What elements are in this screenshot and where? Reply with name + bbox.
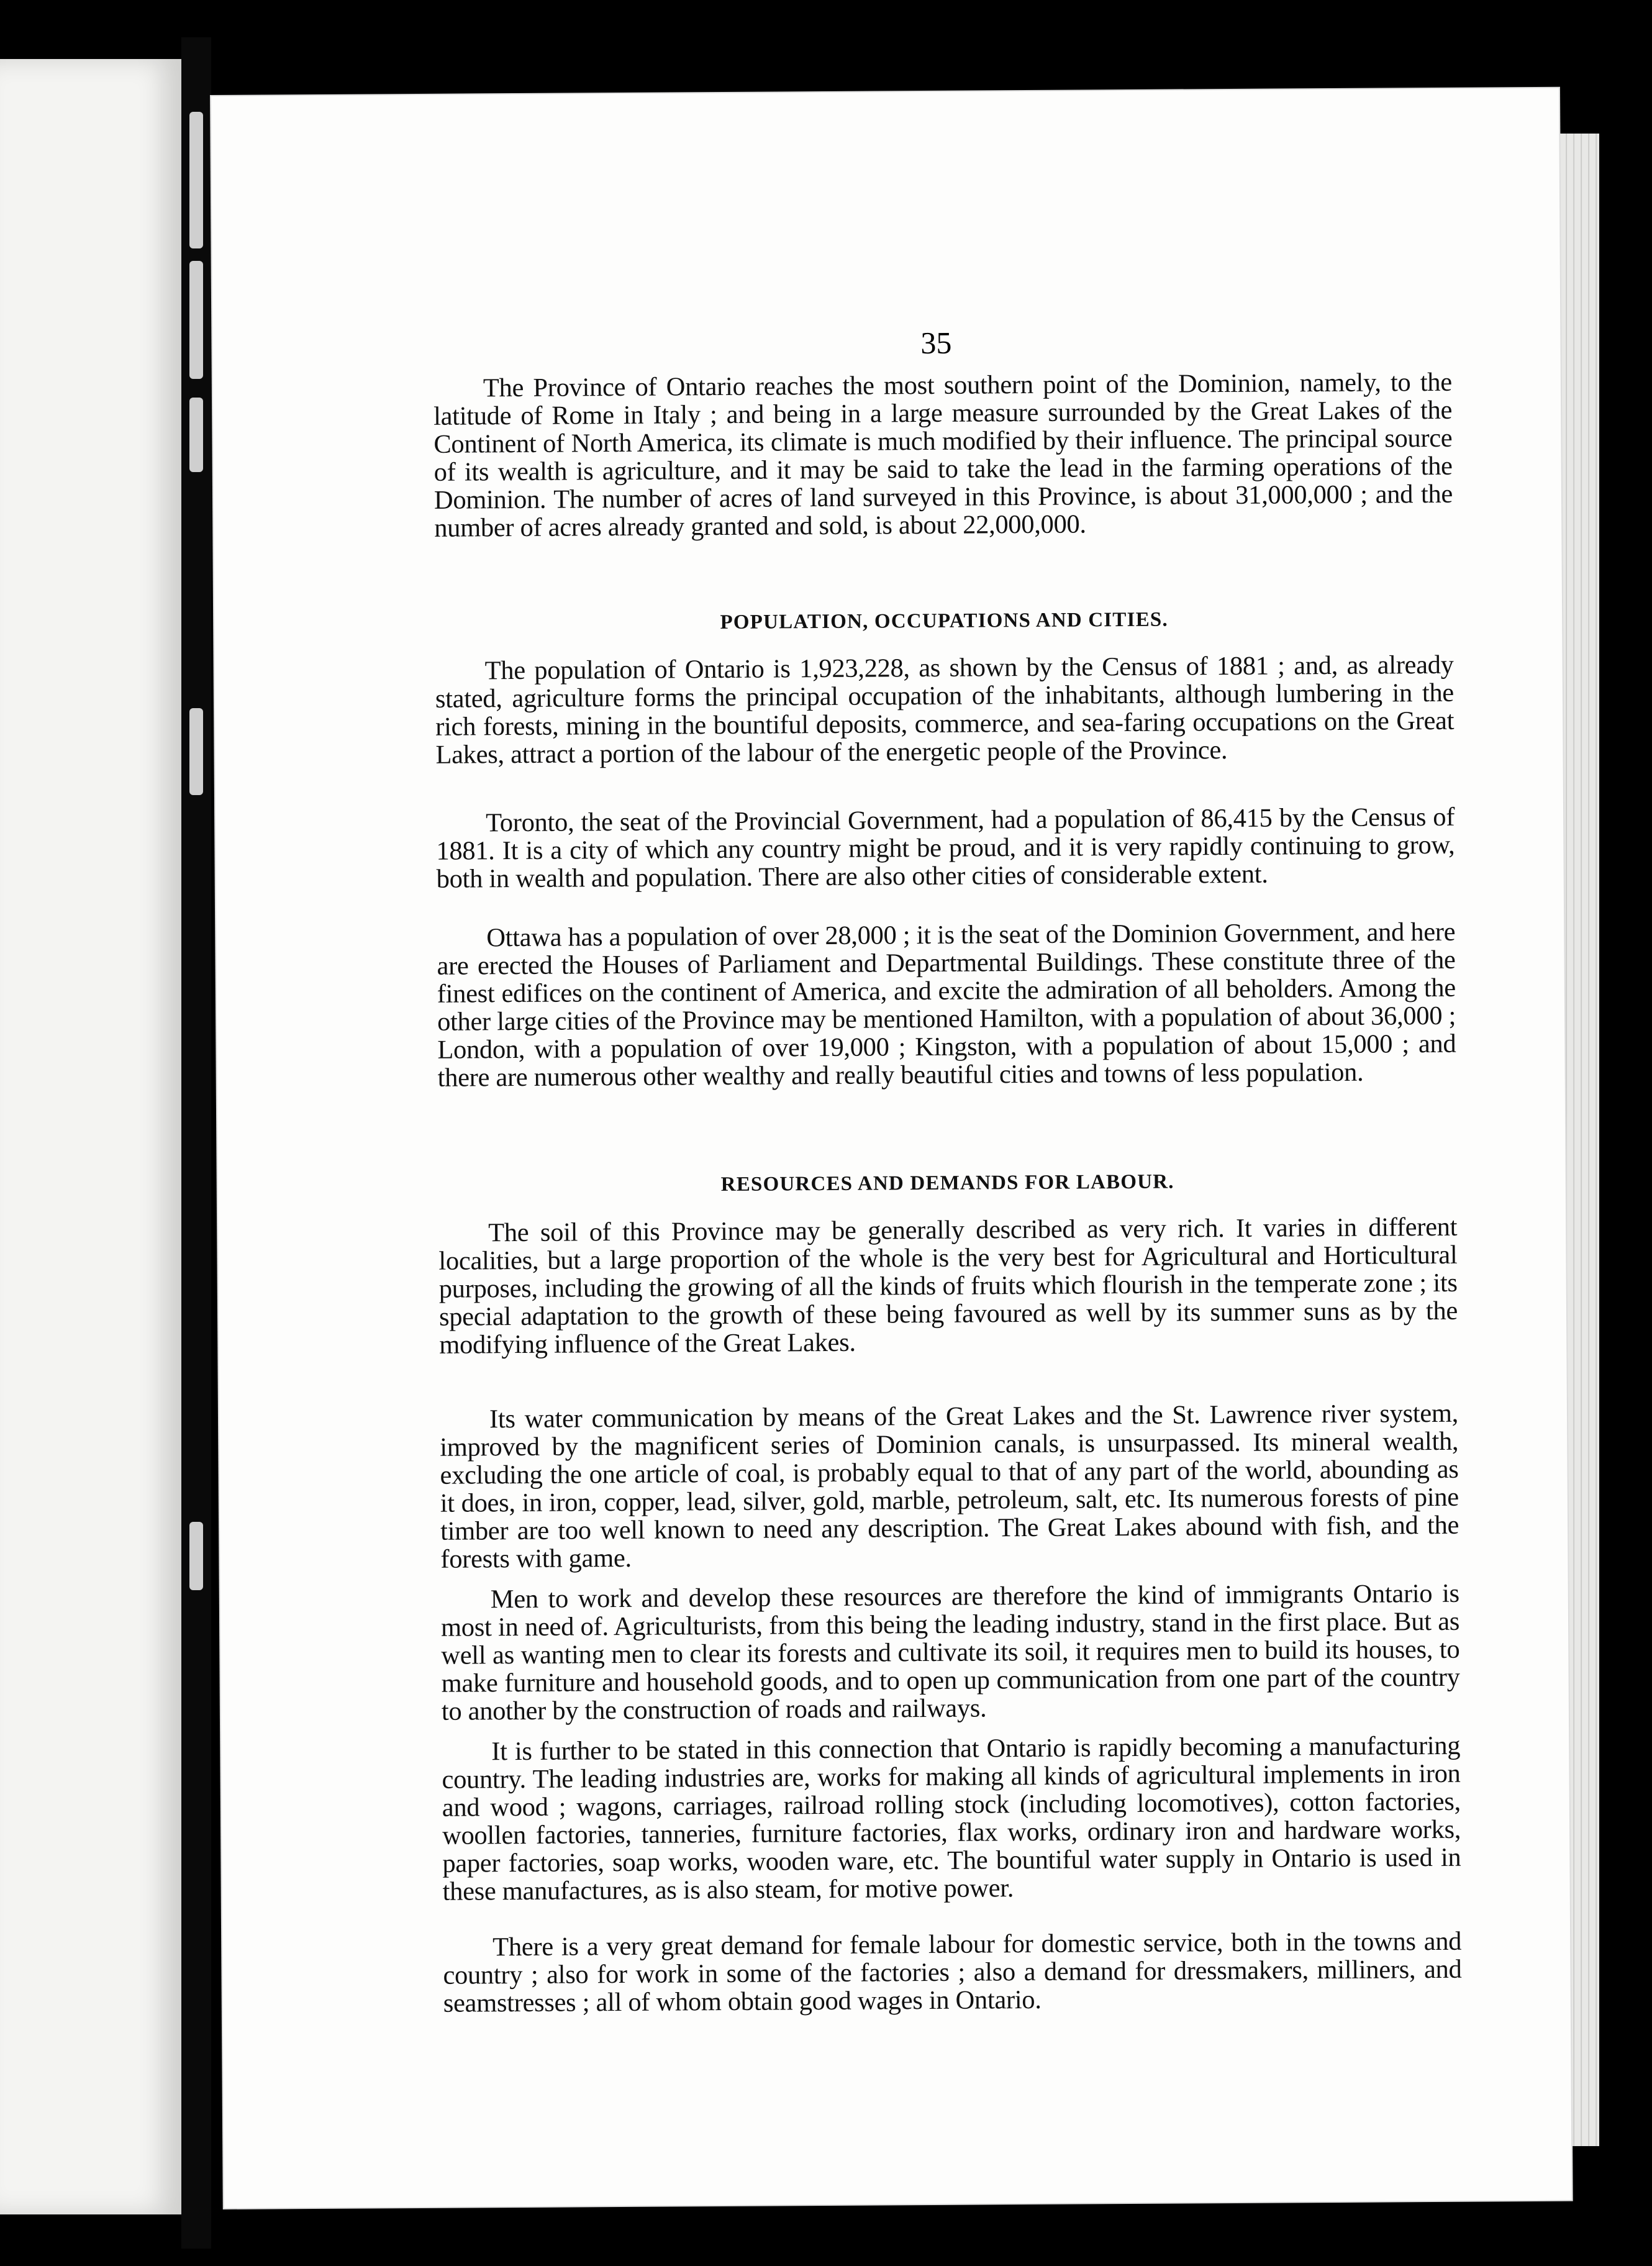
binding-thread (189, 708, 203, 795)
population-paragraph: The population of Ontario is 1,923,228, as shown by the Census of 1881 ; and, as already stated, agriculture forms the principal occupation of the inhabitants, although lumbering in the rich forests, mining in the bountiful deposits, commerce, and sea-faring occupations on the Great Lakes, attract a portion of the labour of the energetic people of the Province. (435, 650, 1455, 770)
binding-thread (189, 112, 203, 248)
binding-thread (189, 1522, 203, 1590)
resources-heading: RESOURCES AND DEMANDS FOR LABOUR. (720, 1170, 1174, 1196)
book-page (211, 88, 1572, 2208)
manufacturing-paragraph: It is further to be stated in this connection that Ontario is rapidly becoming a manufacturing country. The leading industries are, works for making all kinds of agricultural implements in iron and wood ; wagons, carriages, railroad rolling stock (including locomotives), cotton factories, woollen factories, tanneries, furniture factories, flax works, ordinary iron and hardware works, paper factories, soap works, wooden ware, etc. The bountiful water supply in Ontario is used in these manufactures, as is also steam, for motive power. (442, 1731, 1461, 1906)
facing-blank-page (0, 59, 181, 2214)
binding-thread (189, 398, 203, 472)
water-paragraph: Its water communication by means of the Great Lakes and the St. Lawrence river system, improved by the magnificent series of Dominion canals, is unsurpassed. Its mineral wealth, excluding the one article of coal, is probably equal to that of any part of the world, abounding as it does, in iron, copper, lead, silver, gold, marble, petroleum, salt, etc. Its numerous forests of pine timber are too well known to need any description. The Great Lakes abound with fish, and the forests with game. (440, 1398, 1459, 1574)
page-number: 35 (920, 325, 952, 361)
toronto-paragraph: Toronto, the seat of the Provincial Government, had a population of 86,415 by the Census of 1881. It is a city of which any country might be proud, and it is very rapidly continuing to grow, both in wealth and population. There are also other cities of considerable extent. (436, 802, 1455, 894)
immigrants-paragraph: Men to work and develop these resources are therefore the kind of immigrants Ontario is most in need of. Agriculturists, from this being the leading industry, stand in the first place. But as well as wanting men to clear its forests and cultivate its soil, it requires men to build its houses, to make furniture and household goods, and to open up communication from one part of the country to another by the construction of roads and railways. (440, 1578, 1460, 1726)
binding-thread (189, 261, 203, 379)
population-heading: POPULATION, OCCUPATIONS AND CITIES. (720, 608, 1168, 634)
intro-paragraph: The Province of Ontario reaches the most southern point of the Dominion, namely, to the latitude of Rome in Italy ; and being in a large measure surrounded by the Great Lakes of the Continent of North America, its climate is much modified by their influence. The principal source of its wealth is agriculture, and it may be said to take the lead in the farming operations of the Dominion. The number of acres of land surveyed in this Province, is about 31,000,000 ; and the number of acres already granted and sold, is about 22,000,000. (433, 367, 1453, 543)
ottawa-paragraph: Ottawa has a population of over 28,000 ; it is the seat of the Dominion Government, and here are erected the Houses of Parliament and Departmental Buildings. These constitute three of the finest edifices on the continent of America, and excite the admiration of all beholders. Among the other large cities of the Province may be mentioned Hamilton, with a population of about 36,000 ; London, with a population of over 19,000 ; Kingston, with a population of about 15,000 ; and there are numerous other wealthy and really beautiful cities and towns of less population. (437, 917, 1456, 1093)
female-labour-paragraph: There is a very great demand for female labour for domestic service, both in the towns and country ; also for work in some of the factories ; also a demand for dressmakers, milliners, and seamstresses ; all of whom obtain good wages in Ontario. (443, 1926, 1462, 2018)
soil-paragraph: The soil of this Province may be generally described as very rich. It varies in different localities, but a large proportion of the whole is the very best for Agricultural and Horticultural purposes, including the growing of all the kinds of fruits which flourish in the temperate zone ; its special adaptation to the growth of these being favoured as well by its summer suns as by the modifying influence of the Great Lakes. (438, 1212, 1458, 1360)
